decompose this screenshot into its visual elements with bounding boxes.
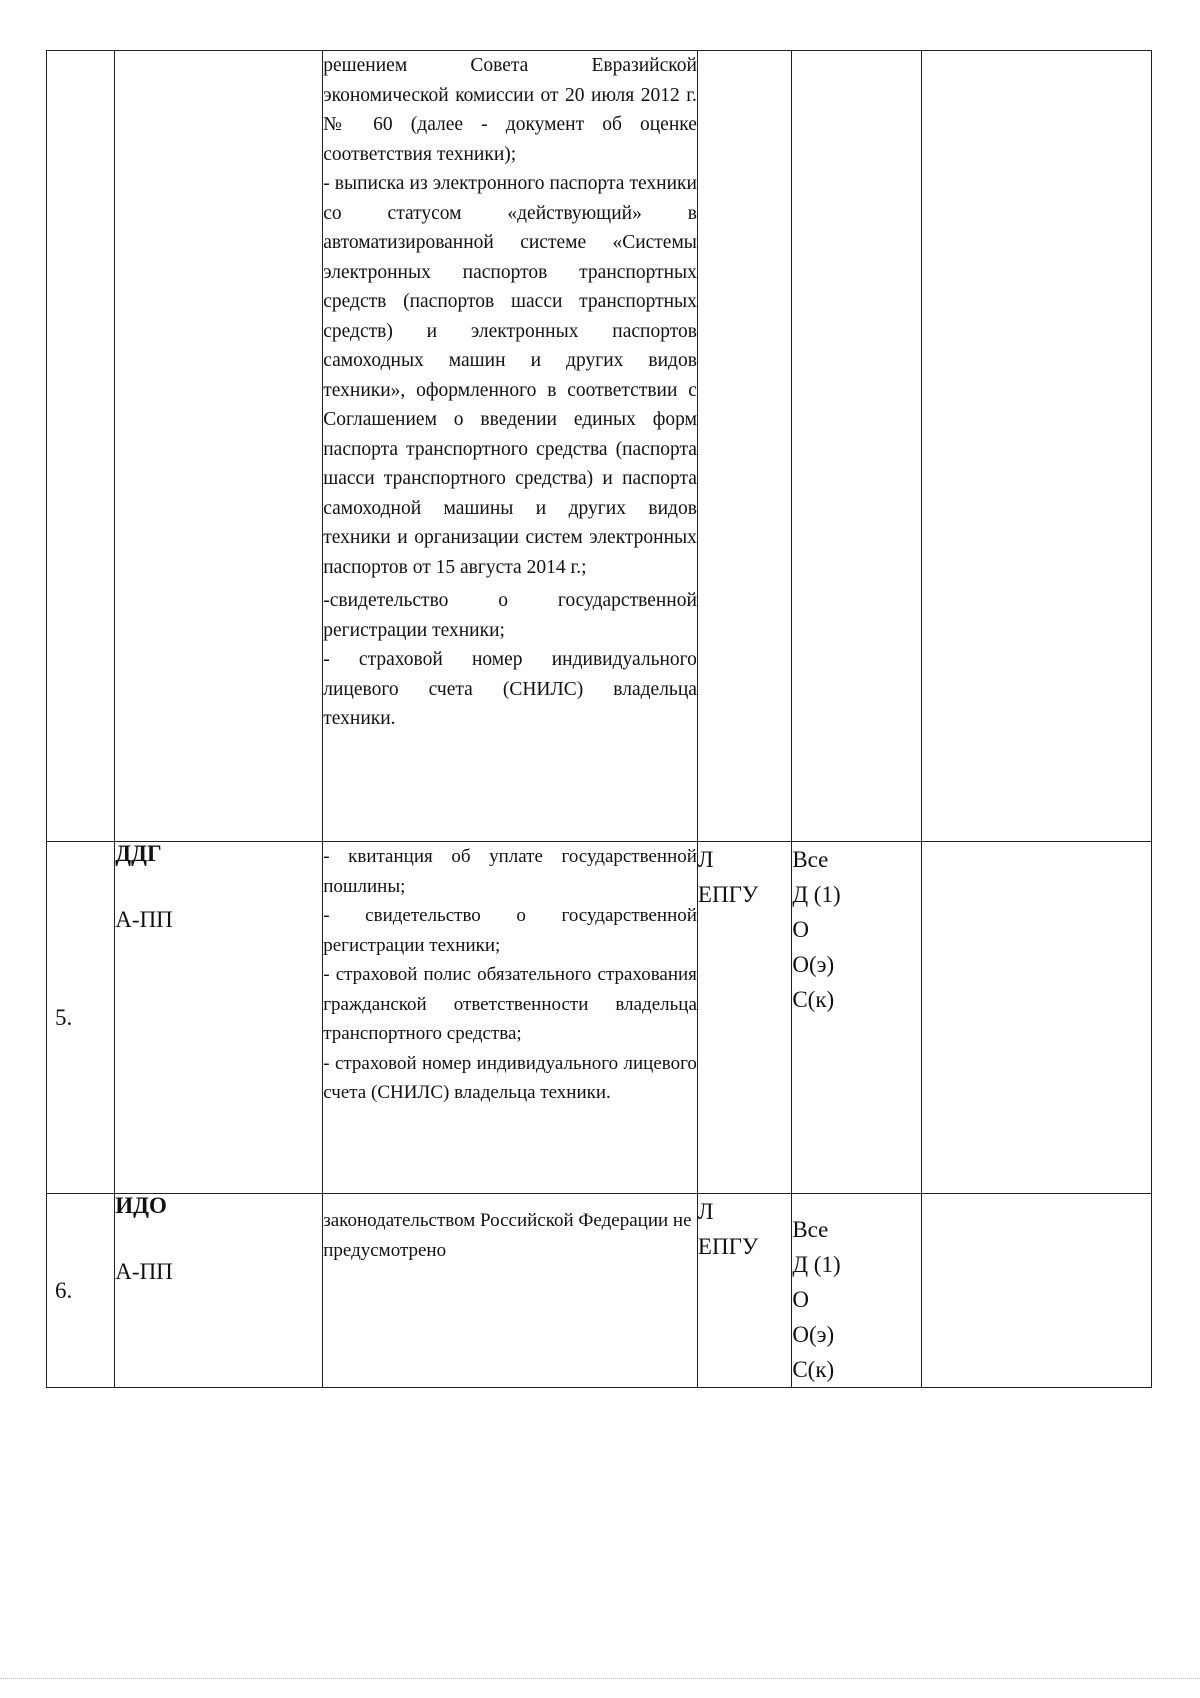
category-value: Д (1) [792, 882, 841, 907]
channel-value: Л [697, 1199, 714, 1224]
category-cell [792, 1194, 922, 1388]
table-row [47, 842, 1152, 1194]
document-line: - выписка из электронного паспорта техники со статусом «действующий» в автоматизированной системе «Системы электронных паспортов транспортных средств (паспортов шасси транспортных средств) и электронных паспортов самоходных машин и других видов техники», оформленного в соответствии с Соглашением о введении единых форм паспорта транспортного средства (паспорта шасси транспортного средства) и паспорта самоходной машины и других видов техники и организации систем электронных паспортов от 15 августа 2014 г.; [323, 173, 697, 578]
channel-cell [697, 51, 791, 842]
documents-cell [323, 842, 698, 1194]
row-number-cell [47, 842, 115, 1194]
category-value: О(э) [792, 952, 835, 977]
document-line: - квитанция об уплате государственной пошлины; [323, 846, 697, 897]
category-value: Д (1) [792, 1252, 841, 1277]
document-line: - страховой номер индивидуального лицевого счета (СНИЛС) владельца техники. [323, 649, 697, 729]
service-subcode: А-ПП [115, 907, 173, 932]
code-cell [115, 1194, 323, 1388]
category-value: С(к) [792, 987, 835, 1012]
row-number-cell [47, 1194, 115, 1388]
channel-value: Л [697, 847, 714, 872]
documents-cell [323, 1194, 698, 1388]
table-row [47, 1194, 1152, 1388]
service-code: ДДГ [115, 841, 162, 866]
notes-cell [921, 1194, 1151, 1388]
row-number: 5. [55, 1004, 73, 1030]
code-cell [115, 51, 323, 842]
code-cell [115, 842, 323, 1194]
category-value: Все [792, 1217, 829, 1242]
category-value: О [792, 917, 809, 942]
channel-cell [697, 1194, 791, 1388]
notes-cell [921, 51, 1151, 842]
documents-cell [323, 51, 698, 842]
category-value: С(к) [792, 1357, 835, 1382]
category-cell [792, 842, 922, 1194]
document-line: - свидетельство о государственной регистрации техники; [323, 905, 697, 956]
scan-edge-line [0, 1678, 1200, 1679]
notes-cell [921, 842, 1151, 1194]
document-line: - страховой номер индивидуального лицевого счета (СНИЛС) владельца техники. [323, 1052, 697, 1103]
category-value: О [792, 1287, 809, 1312]
document-line: -свидетельство о государственной регистрации техники; [323, 590, 697, 641]
channel-value: ЕПГУ [697, 1234, 759, 1259]
document-line: решением Совета Евразийской экономической комиссии от 20 июля 2012 г. № 60 (далее - документ об оценке соответствия техники); [323, 55, 697, 165]
category-cell [792, 51, 922, 842]
category-value: О(э) [792, 1322, 835, 1347]
document-line: законодательством Российской Федерации не предусмотрено [323, 1210, 692, 1261]
channel-cell [697, 842, 791, 1194]
row-number-cell [47, 51, 115, 842]
document-line: - страховой полис обязательного страхования гражданской ответственности владельца транспортного средства; [323, 964, 697, 1044]
table-row [47, 51, 1152, 842]
channel-value: ЕПГУ [697, 882, 759, 907]
service-code: ИДО [115, 1193, 167, 1218]
category-value: Все [792, 847, 829, 872]
services-table [46, 50, 1152, 1388]
row-number: 6. [55, 1277, 73, 1303]
service-subcode: А-ПП [115, 1259, 173, 1284]
